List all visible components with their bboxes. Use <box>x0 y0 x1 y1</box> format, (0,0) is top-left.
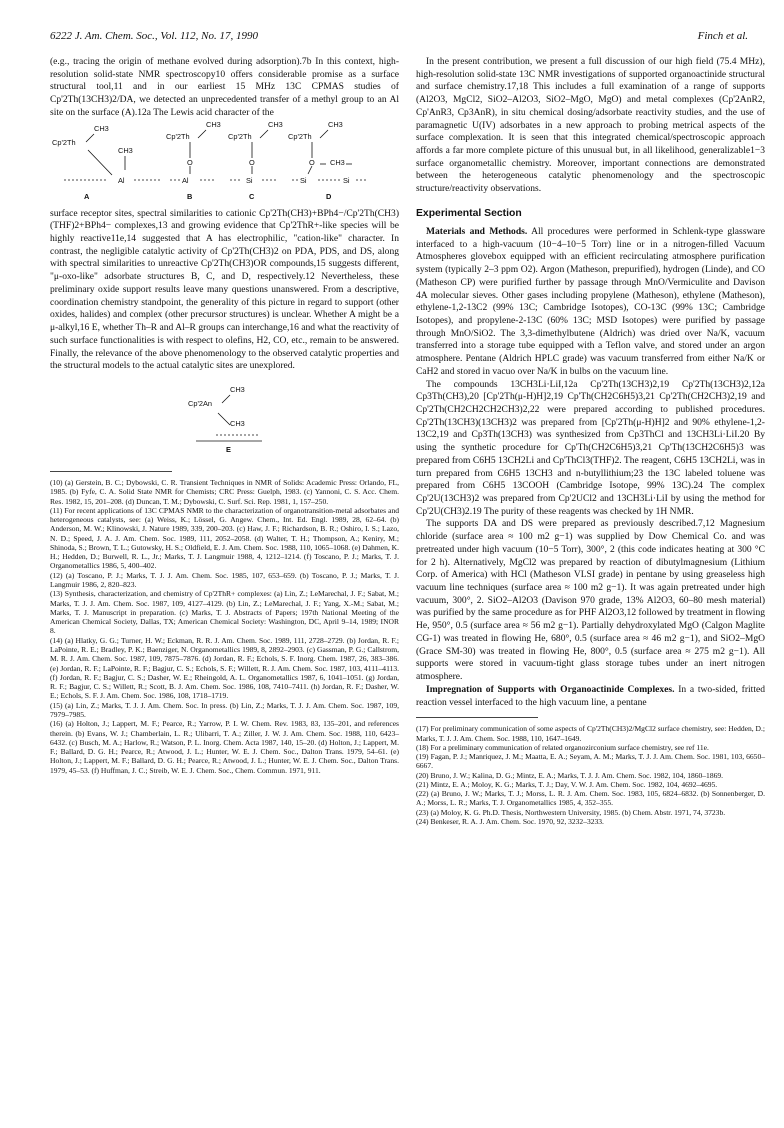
structures-a-d-bonds <box>50 120 399 208</box>
footnote-14: (14) (a) Hlatky, G. G.; Turner, H. W.; Eckman, R. R. J. Am. Chem. Soc. 1989, 111, 2728–2729. (b) Jordan, R. F.; LaPointe, R. E.; Bradley, P. K.; Baenziger, N. Organometallics 1989, 8, 2892–2903. (c) Gassman, P. G.; Callstrom, M. R. J. Am. Chem. Soc. 1987, 109, 7875–7876. (d) Jordan, R. F.; Echols, S. F. Inorg. Chem. 1987, 26, 383–386. (e) Jordan, R. F.; LaPointe, R. F.; Bagjur, C. S.; Echols, S. F.; Willett, R. J. Am. Chem. Soc. 1987, 103, 4111–4113. (f) Jordan, R. F.; Bagjur, C. S.; Dasher, W. E.; Rheingold, A. L. Organometallics 1987, 6, 1041–1051. (g) Jordan, R. F.; Bagjur, C. S.; Willett, R.; Scott, B. J. Am. Chem. Soc. 1986, 108, 7410–7411. (h) Jordan, R. F.; Dasher, W. E.; Echols, S. F. J. Am. Chem. Soc. 1986, 108, 1718–1719. <box>50 635 399 701</box>
experimental-section-heading: Experimental Section <box>416 207 522 219</box>
footnote-13: (13) Synthesis, characterization, and chemistry of Cp'2ThR+ complexes: (a) Lin, Z.; LeMarechal, J. F.; Sabat, M.; Marks, T. J. J. Am. Chem. Soc. 1987, 109, 4127–4129. (b) Lin, Z.; LeMarechal, J. F.; Yang, X.-M.; Sabat, M.; Marks, T. J. Manuscript in preparation. (c) Marks, T. J. Abstracts of Papers; 197th National Meeting of the American Chemical Society, Dallas, TX; American Chemical Society: Washington, DC, April 9–14, 1989; INOR 8. <box>50 589 399 636</box>
structure-d-label: D <box>326 191 332 201</box>
footnote-15: (15) (a) Lin, Z.; Marks, T. J. J. Am. Chem. Soc. In press. (b) Lin, Z.; Marks, T. J. J. Am. Chem. Soc. 1987, 109, 7979–7985. <box>50 700 399 719</box>
left-footnotes <box>50 478 399 775</box>
running-header <box>50 30 748 46</box>
structure-b-label: B <box>187 191 193 201</box>
materials-methods-text: All procedures were performed in Schlenk-type glassware interfaced to a high-vacuum (10−4–10−5 Torr) line or in a nitrogen-filled Vacuum Atmospheres glovebox equipped with an efficient recirculating atmosphere purification system (typically 2–3 ppm O2). Argon (Matheson, prepurified), hydrogen (Linde), and CO (Matheson CP) were purified further by passage through MnO/Vermiculite and Davison 4A molecular sieves. Other gases including propylene (Matheson), ethylene (Matheson), ethylene-1,2-13C2 (99% 13C; Cambridge Isotopes), CO-13C (99% 13C; Cambridge Isotopes), and propylene-2-13C (60% 13C; MSD Isotopes) were purified by passage through MnO/SiO2. The 3,3-dimethylbutene (Aldrich) was dried over Na/K, vacuum transferred into a storage tube equipped with a Teflon valve, and stored under an argon atmosphere. Pentane (Aldrich HPLC grade) was vacuum transferred from either Na/K or CaH2 and stored in vacuo over Na/K in bulbs on the vacuum line. <box>416 225 765 377</box>
structure-d-cp-thorium: Cp'2Th <box>288 131 312 141</box>
structure-b-al-site: Al <box>182 175 189 185</box>
footnote-21: (21) Mintz, E. A.; Moloy, K. G.; Marks, T. J.; Day, V. W. J. Am. Chem. Soc. 1982, 104, 4692–4695. <box>416 779 718 789</box>
footnote-divider <box>50 471 172 472</box>
structure-b-cp-thorium: Cp'2Th <box>166 131 190 141</box>
structure-c-oxygen: O <box>249 157 255 167</box>
present-contribution-paragraph: In the present contribution, we present a full discussion of our high field (75.4 MHz), high-resolution solid-state 13C NMR investigations of supported organoactinide structural and surface chemistry.17,18 This includes a full examination of a range of supports (Al2O3, MgCl2, SiO2–Al2O3, SiO2–MgO, MgO) and metal complexes (Cp'2AnR2, Cp'AnR3, Cp3AnR), in situ chemical dosing/adsorbate reactivity studies, and the use of paramagnetic U(IV) adsorbates in a new approach to probing metrical aspects of the surface complexation. It is seen that this integrated chemical/spectroscopic approach affords a far more complete picture of this unusual but, in all likelihood, generalizable1−3 surface organometallic chemistry. Moreover, important connections are demonstrated between the heterogeneous catalytic phenomenology and the spectroscopic structure/reactivity observations. <box>416 56 765 195</box>
structure-e-methyl-1: CH3 <box>230 384 245 394</box>
right-column <box>416 56 765 826</box>
footnote-24: (24) Benkeser, R. A. J. Am. Chem. Soc. 1970, 92, 3232–3233. <box>416 817 604 827</box>
right-footnotes <box>416 724 765 826</box>
supports-paragraph: The supports DA and DS were prepared as previously described.7,12 Magnesium chloride (surface area ≈ 100 m2 g−1) was supplied by Dow Chemical Co. and was pretreated under high vacuum (10−5 Torr), 300°, 2 (this code indicates heating at 300 °C for 2 h). Alternatively, MgCl2 was prepared by reaction of dibutylmagnesium (Lithium Corp. of America) with HCl (Matheson VLSI grade) in pentane by using greaseless high vacuum line techniques (surface area ≈ 100 m2 g−1). It was again pretreated under high vacuum, 300°, 2. SiO2–Al2O3 (Davison 970 grade, 13% Al2O3, 60–80 mesh material) was purified by the same procedure as for PHF Al2O3,12 followed by treatment in flowing He, 950°, 0.5 (surface area ≈ 56 m2 g−1). Partially dehydroxylated MgO (Calgon Maglite CG-1) was treated in flowing He, 680°, 0.5 (surface area ≈ 46 m2 g−1), and SiO2–MgO (Grace SM-30) was treated in flowing He, 800°, 0.5 (surface area ≈ 275 m2 g−1). All supports were stored in vacuum-tight glass storage tubes under an inert nitrogen atmosphere. <box>416 518 765 683</box>
footnote-10: (10) (a) Gerstein, B. C.; Dybowski, C. R. Transient Techniques in NMR of Solids: Academic Press: Orlando, FL, 1985. (b) Fyfe, C. A. Solid State NMR for Chemists; CRC Press: Guelph, 1983. (c) Yannoni, C. S. Acc. Chem. Res. 1982, 15, 201–208. (d) Duncan, T. M.; Dybowski, C. Surf. Sci. Rep. 1981, 1, 157–250. <box>50 477 399 506</box>
structure-a-label: A <box>84 191 90 201</box>
impregnation-paragraph <box>416 684 765 709</box>
footnote-19: (19) Fagan, P. J.; Manriquez, J. M.; Maatta, E. A.; Seyam, A. M.; Marks, T. J. J. Am. Chem. Soc. 1981, 103, 6650–6667. <box>416 752 765 771</box>
compound-synthesis-paragraph: The compounds 13CH3Li·LiI,12a Cp'2Th(13CH3)2,19 Cp'2Th(13CH3)2,12a Cp3Th(CH3),20 [Cp'2Th(μ-H)H]2,19 Cp'Th(CH2C6H5)3,21 Cp'2Th(CH2CH3)2,19 and Cp'2Th(CH2CH2CH2CH3)2,22 were prepared according to published procedures. Cp'2Th(13CH3)(13CH3)2 was prepared from [Cp'2Th(μ-H)H]2 and 90% ethylene-1,2-13C2,19 and Cp3Th(13CH3) was synthesized from Cp3ThCl and 13CH3Li·LiI.20 By using the synthetic procedure for Cp'Th(CH2C6H5)3,21 Cp'Th(13CH2C6H5)3 was prepared from C6H5 13CH2Li and Cp'ThCl3(THF)2. The reagent, C6H5 13CH2Li, was in turn prepared from C6H5 13CH3 and n-butyllithium;23 the 13C labeled toluene was prepared from C6H5 13COOH (Cambridge Isotope, 99% 13C).24 The complex Cp'2U(13CH3)2 was prepared from Cp'2UCl2 and 13CH3Li·LiI by using the method for Cp'2U(CH3)2.19 The purity of these reagents was checked by 1H NMR. <box>416 378 765 517</box>
structures-a-d-scheme <box>50 120 399 208</box>
structure-d-methyl-2: CH3 <box>330 157 345 167</box>
structure-d-si-site-2: Si <box>343 175 350 185</box>
structure-e-cp-actinide: Cp'2An <box>188 398 213 408</box>
structure-a-methyl-2: CH3 <box>118 145 133 155</box>
structure-e-label: E <box>226 444 231 454</box>
structure-d-methyl-1: CH3 <box>328 119 343 129</box>
structure-c-cp-thorium: Cp'2Th <box>228 131 252 141</box>
structure-a-methyl-1: CH3 <box>94 123 109 133</box>
structure-e-bonds <box>50 373 399 463</box>
materials-methods-heading: Materials and Methods. <box>426 225 528 237</box>
left-column <box>50 56 399 775</box>
intro-paragraph: (e.g., tracing the origin of methane evolved during adsorption).7b In this context, high-resolution solid-state NMR spectroscopy10 offers considerable promise as a surface structural tool,11 and in our earliest 15 MHz 13C CPMAS studies of Cp'2Th(13CH3)2/DA, we detected an unprecedented transfer of a methyl group to an Al site on the surface (A).12a The Lewis acid character of the <box>50 56 399 118</box>
structure-e-methyl-2: CH3 <box>230 418 245 428</box>
footnote-18: (18) For a preliminary communication of related organozirconium surface chemistry, see ref 11e. <box>416 742 709 752</box>
structure-d-si-site-1: Si <box>300 175 307 185</box>
structure-a-al-site: Al <box>118 175 125 185</box>
structure-d-oxygen: O <box>309 157 315 167</box>
footnote-17: (17) For preliminary communication of some aspects of Cp'2Th(CH3)2/MgCl2 surface chemistry, see: Hedden, D.; Marks, T. J. J. Am. Chem. Soc. 1988, 110, 1647–1649. <box>416 724 765 743</box>
impregnation-heading: Impregnation of Supports with Organoactinide Complexes. <box>426 683 675 695</box>
header-authors: Finch et al. <box>697 30 748 42</box>
structure-c-label: C <box>249 191 255 201</box>
footnote-divider-right <box>416 717 538 718</box>
footnote-16: (16) (a) Holton, J.; Lappert, M. F.; Pearce, R.; Yarrow, P. I. W. Chem. Rev. 1983, 83, 135–201, and references therein. (b) Evans, W. J.; Chamberlain, L. R.; Ulibarri, T. A.; Ziller, J. W. J. Am. Chem. Soc. 1988, 110, 6423–6432. (c) Busch, M. A.; Harlow, R.; Watson, P. L. Inorg. Chem. Acta 1987, 140, 15–20. (d) Holton, J.; Lappert, M. F.; Ballard, D. G. H.; Pearce, R.; Atwood, J. L.; Hunter, W. E. J. Chem. Soc., Dalton Trans. 1979, 54–61. (e) Holton, J.; Lappert, M. F.; Ballard, D. G. H.; Pearce, R.; Atwood, J. L.; Hunter, W. E. J. Chem. Soc., Dalton Trans. 1979, 45–53. (f) Huffman, J. C.; Streib, W. E. J. Chem. Soc., Chem. Commun. 1971, 911. <box>50 719 399 775</box>
impregnation-text: In a two-sided, fritted reaction vessel interfaced to the high vacuum line, a pentane <box>416 683 765 708</box>
structure-c-si-site: Si <box>246 175 253 185</box>
footnote-22: (22) (a) Bruno, J. W.; Marks, T. J.; Morss, L. R. J. Am. Chem. Soc. 1983, 105, 6824–6832. (b) Sonnenberger, D. A.; Morss, L. R.; Marks, T. J. Organometallics 1985, 4, 352–355. <box>416 789 765 808</box>
structure-b-methyl: CH3 <box>206 119 221 129</box>
adsorbate-discussion-paragraph: surface receptor sites, spectral similarities to cationic Cp'2Th(CH3)+BPh4−/Cp'2Th(CH3)(THF)2+BPh4− complexes,13 and growing evidence that Cp'2ThR+-like species will be highly reactive11e,14 suggested that A has electrophilic, "cation-like" character. In contrast, the negligible catalytic activity of Cp'2Th(CH3)2 on PDA, PDS, and DS, along with spectral similarities to unreactive Cp'2Th(CH3)OR compounds,15 suggests different, "μ-oxo-like" adsorbate structures B, C, and D, respectively.12 Nevertheless, these preliminary oxide support results leave many questions unanswered. From a descriptive, coordination chemistry standpoint, the generality of this picture in regard to support (other oxides, halides) and complex (other precursor structures) is unclear. Whether A might be a μ-alkyl,16 E, whether Th–R and Al–R groups can interchange,16 and what the reactivity of such surface functionalities is with respect to olefins, H2, CO, etc., remain to be answered. Finally, the relevance of the above phenomenology to the observed catalytic properties and the structural models to the actual catalytic sites are unexplored. <box>50 207 399 372</box>
footnote-12: (12) (a) Toscano, P. J.; Marks, T. J. J. Am. Chem. Soc. 1985, 107, 653–659. (b) Toscano, P. J.; Marks, T. J. Langmuir 1986, 2, 820–823. <box>50 570 399 590</box>
structure-b-oxygen: O <box>187 157 193 167</box>
footnote-23: (23) (a) Moloy, K. G. Ph.D. Thesis, Northwestern University, 1985. (b) Chem. Abstr. 1971, 74, 3723b. <box>416 807 726 817</box>
footnote-11: (11) For recent applications of 13C CPMAS NMR to the characterization of organotransition-metal adsorbates and heterogeneous catalysts, see: (a) Weiss, K.; Lössel, G. Angew. Chem., Int. Ed. Engl. 1989, 28, 62–64. (b) Anderson, M. W.; Klinowski, J. Nature 1989, 339, 200–203. (c) Haw, J. F.; Richardson, B. R.; Oshiro, I. S.; Lazo, N. D.; Speed, J. A. J. Am. Chem. Soc. 1989, 111, 2052–2058. (d) Walter, T. H.; Thompson, A.; Keniry, M.; Shinoda, S.; Brown, T. L.; Gutowsky, H. S.; Oldfield, E. J. Am. Chem. Soc. 1988, 110, 1065–1068. (e) Dahmen, K. H.; Hedden, D.; Burwell, R. L., Jr.; Marks, T. J. Langmuir 1988, 4, 1212–1214. (f) Toscano, P. J.; Marks, T. J. Organometallics 1986, 5, 400–402. <box>50 505 399 571</box>
materials-methods-paragraph <box>416 226 765 379</box>
header-journal-citation: 6222 J. Am. Chem. Soc., Vol. 112, No. 17, 1990 <box>50 30 258 42</box>
structure-a-cp-thorium: Cp'2Th <box>52 137 76 147</box>
structure-e-scheme <box>50 373 399 463</box>
footnote-20: (20) Bruno, J. W.; Kalina, D. G.; Mintz, E. A.; Marks, T. J. J. Am. Chem. Soc. 1982, 104, 1860–1869. <box>416 770 724 780</box>
structure-c-methyl: CH3 <box>268 119 283 129</box>
